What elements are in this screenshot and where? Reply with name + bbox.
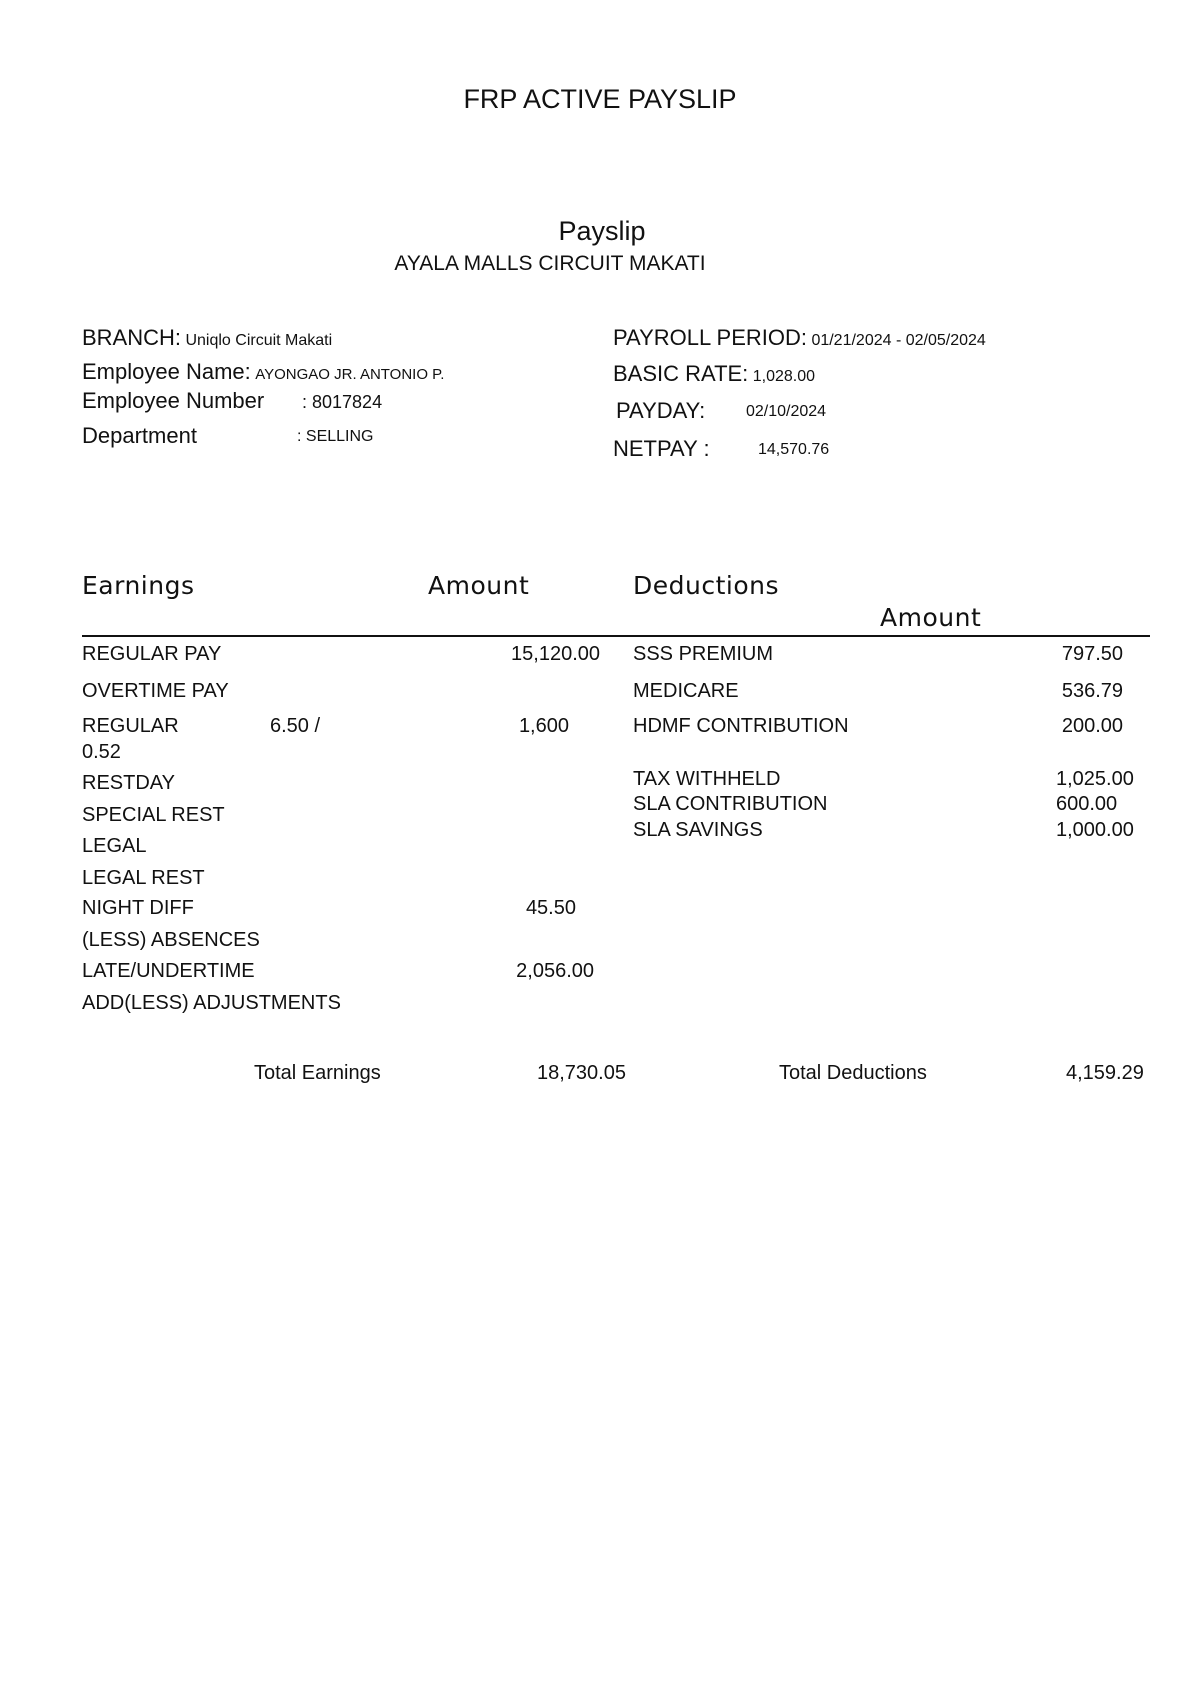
total-earnings-label: Total Earnings <box>254 1062 381 1084</box>
earning-label: LATE/UNDERTIME <box>82 960 255 982</box>
total-deductions-label: Total Deductions <box>779 1062 927 1084</box>
netpay-value: 14,570.76 <box>758 441 830 458</box>
employee-number-label: Employee Number <box>82 388 265 413</box>
payroll-period-row <box>613 325 986 351</box>
header-divider <box>82 635 1150 637</box>
deduction-label: MEDICARE <box>633 680 739 702</box>
deduction-amount: 1,025.00 <box>1056 768 1134 790</box>
earning-label: SPECIAL REST <box>82 804 225 826</box>
deduction-label: TAX WITHHELD <box>633 768 781 790</box>
earning-label: REGULAR PAY <box>82 643 222 665</box>
basic-rate-label: BASIC RATE: <box>613 361 749 386</box>
earning-label: (LESS) ABSENCES <box>82 929 260 951</box>
earning-extra: 6.50 / <box>270 715 321 737</box>
payslip-heading: Payslip <box>558 216 646 246</box>
basic-rate-row <box>613 361 815 387</box>
earning-amount: 1,600 <box>518 715 569 737</box>
deduction-label: SSS PREMIUM <box>633 643 774 665</box>
basic-rate-value: 1,028.00 <box>752 368 816 385</box>
deduction-amount: 600.00 <box>1056 793 1118 815</box>
payday-label: PAYDAY: <box>616 398 706 423</box>
earning-label: LEGAL <box>82 835 147 857</box>
deduction-amount: 1,000.00 <box>1056 819 1134 841</box>
department-label: Department <box>82 423 197 448</box>
total-earnings-value: 18,730.05 <box>537 1062 626 1084</box>
branch-value: Uniqlo Circuit Makati <box>185 332 333 349</box>
deductions-amount-header: Amount <box>880 603 982 632</box>
deductions-header: Deductions <box>633 571 780 600</box>
department-value: : SELLING <box>297 428 374 445</box>
earning-label: RESTDAY <box>82 772 175 794</box>
document-title: FRP ACTIVE PAYSLIP <box>463 84 737 114</box>
payroll-period-value: 01/21/2024 - 02/05/2024 <box>811 332 986 349</box>
branch-label: BRANCH: <box>82 325 182 350</box>
earning-amount: 2,056.00 <box>516 960 594 982</box>
earning-label: REGULAR <box>82 715 179 737</box>
earning-label: ADD(LESS) ADJUSTMENTS <box>82 992 341 1014</box>
earning-label: OVERTIME PAY <box>82 680 229 702</box>
employee-number-row <box>82 388 383 414</box>
earning-label: 0.52 <box>82 741 121 763</box>
earning-label: NIGHT DIFF <box>82 897 194 919</box>
earning-label: LEGAL REST <box>82 867 205 889</box>
payday-value: 02/10/2024 <box>746 403 827 420</box>
deduction-label: HDMF CONTRIBUTION <box>633 715 849 737</box>
deduction-label: SLA SAVINGS <box>633 819 763 841</box>
netpay-label: NETPAY : <box>613 436 710 461</box>
total-deductions-value: 4,159.29 <box>1066 1062 1144 1084</box>
employee-name-row <box>82 359 444 385</box>
payday-row <box>616 398 827 424</box>
employee-name-label: Employee Name: <box>82 359 251 384</box>
deduction-amount: 797.50 <box>1061 643 1123 665</box>
company-name: AYALA MALLS CIRCUIT MAKATI <box>394 252 706 275</box>
earnings-amount-header: Amount <box>428 571 530 600</box>
department-row <box>82 423 374 449</box>
earning-amount: 45.50 <box>525 897 576 919</box>
netpay-row <box>613 436 830 462</box>
earnings-header: Earnings <box>82 571 195 600</box>
employee-name-value: AYONGAO JR. ANTONIO P. <box>255 366 445 383</box>
branch-row <box>82 325 332 351</box>
deduction-amount: 536.79 <box>1061 680 1123 702</box>
deduction-amount: 200.00 <box>1061 715 1123 737</box>
employee-number-value: : 8017824 <box>302 392 383 412</box>
payroll-period-label: PAYROLL PERIOD: <box>613 325 807 350</box>
earning-amount: 15,120.00 <box>511 643 600 665</box>
deduction-label: SLA CONTRIBUTION <box>633 793 828 815</box>
